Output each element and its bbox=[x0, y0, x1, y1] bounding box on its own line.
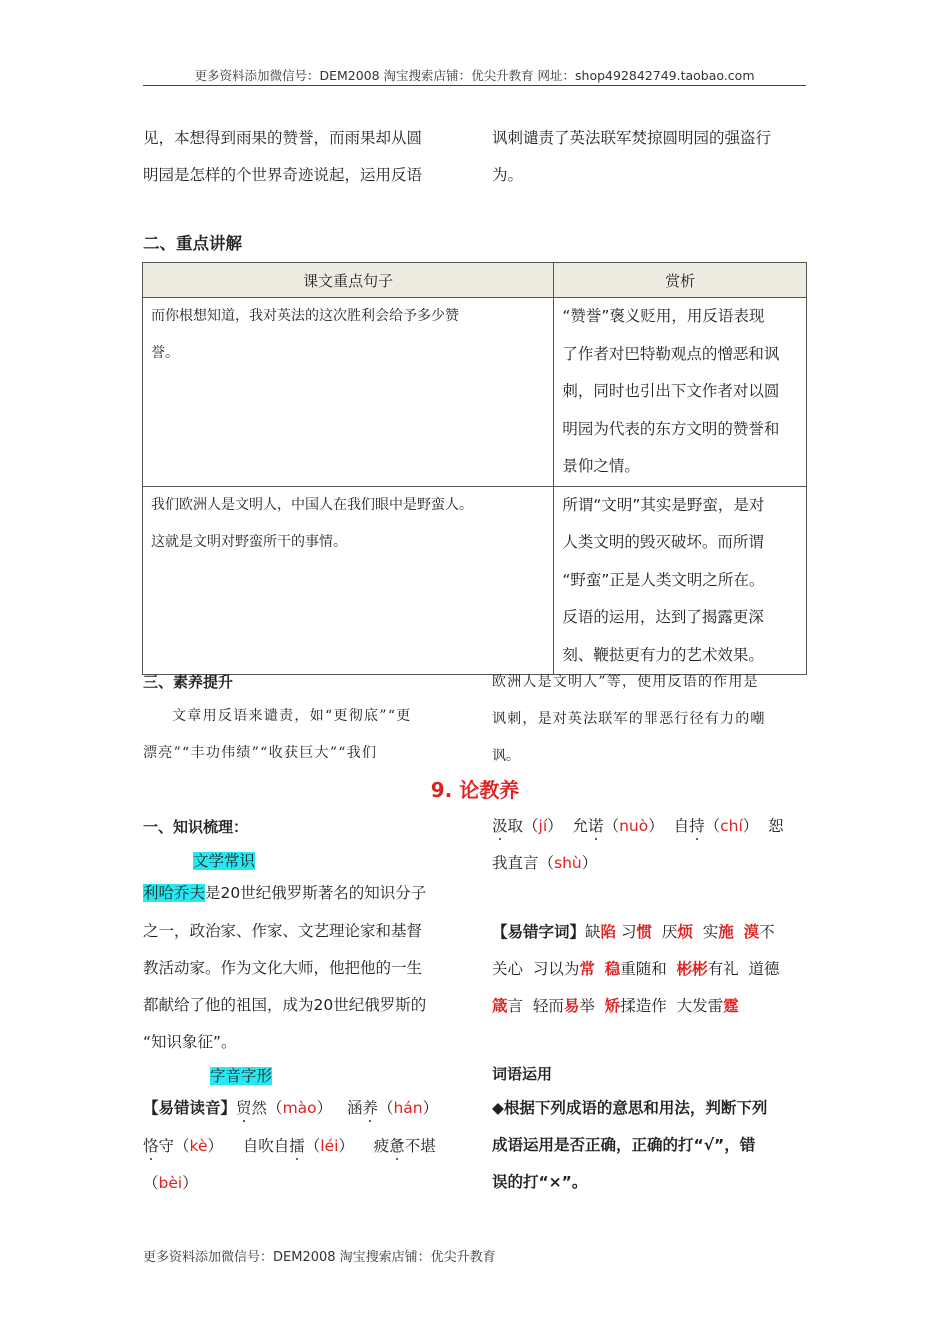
word-text: 实 bbox=[692, 923, 719, 941]
author-line: 利哈乔夫是20世纪俄罗斯著名的知识分子 bbox=[143, 884, 427, 902]
word-text: 言 轻而 bbox=[507, 997, 564, 1015]
cuo-words-1 bbox=[585, 923, 775, 941]
row-2-sentence: 我们欧洲人是文明人，中国人在我们眼中是野蛮人。 这就是文明对野蛮所干的事情。 bbox=[143, 486, 554, 675]
error-char: 易 bbox=[563, 997, 580, 1015]
pron-line-1: 【易错读音】贸然（mào） 涵养（hán） bbox=[143, 1099, 439, 1117]
author-text-line: 教活动家。作为文化大师，他把他的一生 bbox=[143, 959, 423, 977]
lesson-title: 9. 论教养 bbox=[430, 778, 520, 802]
pron-line-4: 汲取（jí） 允诺（nuò） 自持（chí） 恕 bbox=[492, 817, 784, 835]
error-char: 陷 bbox=[600, 923, 617, 941]
word-text bbox=[734, 923, 744, 941]
cuo-line-2 bbox=[492, 957, 779, 979]
word-text: 习 bbox=[616, 923, 637, 941]
error-char: 常 bbox=[579, 960, 595, 978]
usage-line-2: 成语运用是否正确，正确的打“√”，错 bbox=[492, 1136, 756, 1154]
error-char: 施 bbox=[718, 923, 734, 941]
intro-right-line-2: 为。 bbox=[492, 166, 524, 184]
author-text-line: 之一，政治家、作家、文艺理论家和基督 bbox=[143, 922, 423, 940]
error-char: 漠 bbox=[743, 923, 760, 941]
cuo-line-3 bbox=[492, 994, 739, 1016]
key-sentences-table bbox=[142, 262, 807, 675]
table-row bbox=[143, 486, 807, 675]
section-3-right-line-3: 讽。 bbox=[492, 748, 520, 764]
error-char: 惯 bbox=[636, 923, 652, 941]
word-text: 缺 bbox=[585, 923, 601, 941]
pron-line-3: （bèi） bbox=[143, 1174, 198, 1192]
error-char: 箴 bbox=[492, 997, 508, 1015]
table-row bbox=[143, 298, 807, 487]
error-char: 稳 bbox=[604, 960, 621, 978]
section-3-left-line-2: 漂亮”“丰功伟绩”“收获巨大”“我们 bbox=[143, 745, 378, 761]
intro-right-line-1: 讽刺谴责了英法联军焚掠圆明园的强盗行 bbox=[492, 129, 772, 147]
row-1-sentence: 而你根想知道，我对英法的这次胜利会给予多少赞 誉。 bbox=[143, 298, 554, 487]
zi-label: 字音字形 bbox=[210, 1067, 273, 1085]
error-char: 矫 bbox=[604, 997, 621, 1015]
word-text: 厌 bbox=[652, 923, 678, 941]
word-text: 重随和 bbox=[620, 960, 677, 978]
section-3-heading: 三、素养提升 bbox=[143, 673, 234, 691]
word-text: 关心 习以为 bbox=[492, 960, 580, 978]
section-3-left-line-1: 文章用反语来谴责，如“更彻底”“更 bbox=[172, 708, 412, 724]
author-name: 利哈乔夫 bbox=[143, 884, 206, 902]
error-char: 烦 bbox=[677, 923, 693, 941]
word-text bbox=[595, 960, 605, 978]
pron-line-5: 我直言（shù） bbox=[492, 854, 598, 872]
usage-line-1: ◆根据下列成语的意思和用法，判断下列 bbox=[492, 1099, 768, 1117]
cuo-line-1: 【易错字词】缺陷 习惯 厌烦 实施 漠不 bbox=[492, 923, 775, 941]
row-2-appreciation: 所谓“文明”其实是野蛮，是对 人类文明的毁灭破坏。而所谓 “野蛮”正是人类文明之所在。 反语的运用，达到了揭露更深 刻、鞭挞更有力的艺术效果。 bbox=[554, 486, 807, 675]
intro-left-line-1: 见，本想得到雨果的赞誉，而雨果却从圆 bbox=[143, 129, 423, 147]
knowledge-heading: 一、知识梳理： bbox=[143, 818, 249, 836]
intro-left-line-2: 明园是怎样的个世界奇迹说起，运用反语 bbox=[143, 166, 423, 184]
author-text-line: “知识象征”。 bbox=[143, 1033, 237, 1051]
table-header-appreciation: 赏析 bbox=[554, 263, 807, 298]
word-text: 有礼 道德 bbox=[707, 960, 780, 978]
page-footer: 更多资料添加微信号：DEM2008 淘宝搜索店铺：优尖升教育 bbox=[143, 1250, 496, 1265]
section-3-right-line-2: 讽刺，是对英法联军的罪恶行径有力的嘲 bbox=[492, 711, 766, 727]
table-header-sentence: 课文重点句子 bbox=[143, 263, 554, 298]
section-3-right-line-1: 欧洲人是文明人”等，使用反语的作用是 bbox=[492, 674, 759, 690]
page-header: 更多资料添加微信号：DEM2008 淘宝搜索店铺：优尖升教育 网址：shop492842749.taobao.com bbox=[194, 68, 755, 83]
author-text-line: 都献给了他的祖国，成为20世纪俄罗斯的 bbox=[143, 996, 427, 1014]
usage-line-3: 误的打“×”。 bbox=[492, 1173, 588, 1191]
header-divider bbox=[143, 85, 806, 86]
word-text: 不 bbox=[759, 923, 775, 941]
section-2-heading: 二、重点讲解 bbox=[143, 234, 242, 253]
word-text: 揉造作 大发雷 bbox=[620, 997, 724, 1015]
usage-heading: 词语运用 bbox=[492, 1065, 553, 1083]
row-1-appreciation: “赞誉”褒义贬用，用反语表现 了作者对巴特勒观点的憎恶和讽 刺，同时也引出下文作者对以圆 明园为代表的东方文明的赞誉和 景仰之情。 bbox=[554, 298, 807, 487]
error-char: 彬彬 bbox=[676, 960, 708, 978]
error-char: 霆 bbox=[723, 997, 739, 1015]
literature-label: 文学常识 bbox=[193, 852, 256, 870]
word-text: 举 bbox=[579, 997, 605, 1015]
pron-line-2: 恪守（kè） 自吹自擂（léi） 疲惫不堪 bbox=[143, 1137, 436, 1155]
